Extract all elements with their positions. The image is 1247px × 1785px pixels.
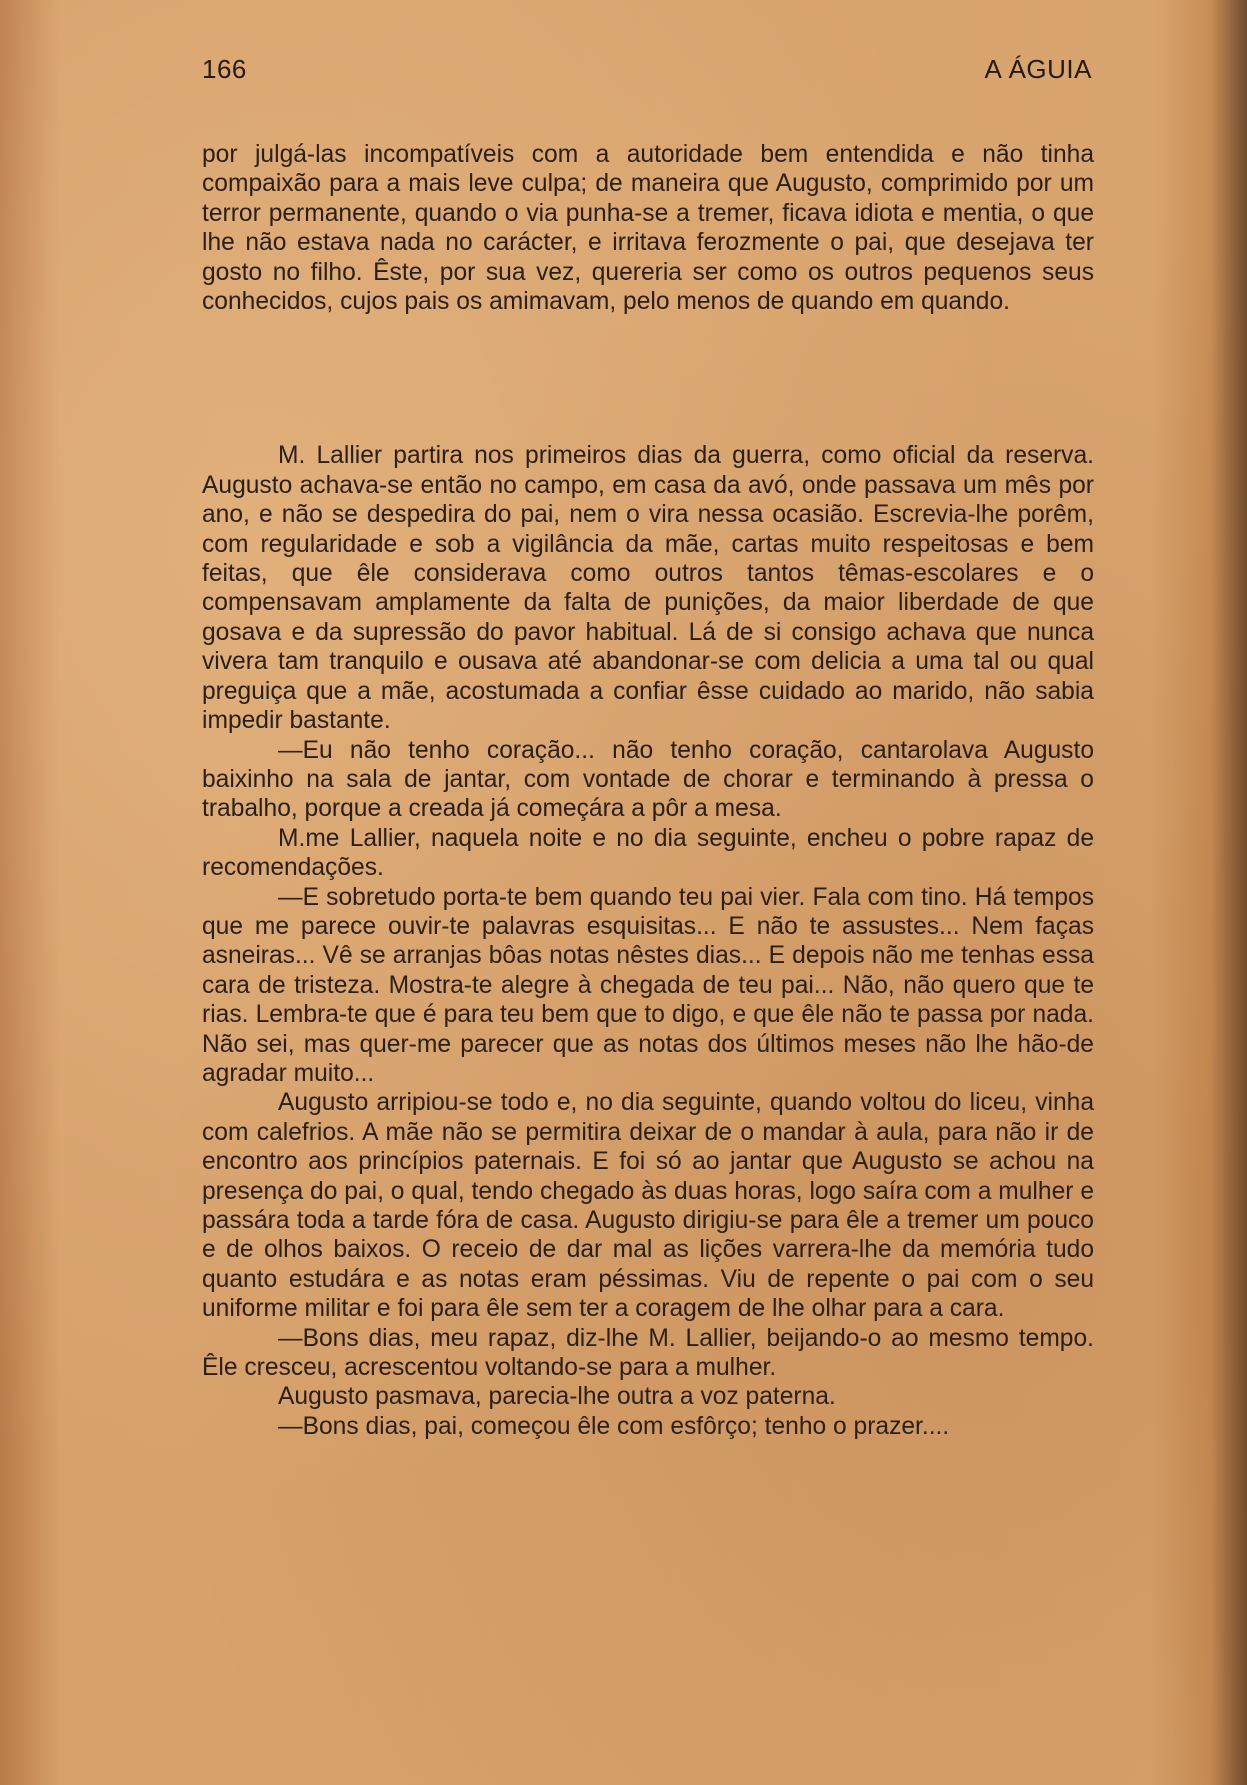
- paragraph: —E sobretudo porta-te bem quando teu pai vier. Fala com tino. Há tempos que me parece ouvir-te palavras esquisitas... E não te assustes... Nem faças asneiras... Vê se arranjas bôas notas nêstes dias... E depois não me tenhas essa cara de tristeza. Mostra-te alegre à chegada de teu pai... Não, não quero que te rias. Lembra-te que é para teu bem que to digo, e que êle não te passa por nada. Não sei, mas quer-me parecer que as notas dos últimos meses não lhe hão-de agradar muito...: [202, 883, 1094, 1087]
- page-body: [202, 140, 1094, 1441]
- paragraph: por julgá-las incompatíveis com a autoridade bem entendida e não tinha compaixão para a mais leve culpa; de maneira que Augusto, comprimido por um terror permanente, quando o via punha-se a tremer, ficava idiota e mentia, o que lhe não estava nada no carácter, e irritava ferozmente o pai, que desejava ter gosto no filho. Êste, por sua vez, quereria ser como os outros pequenos seus conhecidos, cujos pais os amimavam, pelo menos de quando em quando.: [202, 141, 1094, 316]
- paragraph: —Bons dias, pai, começou êle com esfôrço; tenho o prazer....: [278, 1412, 950, 1440]
- section-break: [202, 316, 1094, 441]
- page-header: [202, 54, 1092, 85]
- paragraph: Augusto pasmava, parecia-lhe outra a voz paterna.: [278, 1383, 836, 1411]
- paragraph: Augusto arripiou-se todo e, no dia seguinte, quando voltou do liceu, vinha com calefrios. A mãe não se permitira deixar de o mandar à aula, para não ir de encontro aos princípios paternais. E foi só ao jantar que Augusto se achou na presença do pai, o qual, tendo chegado às duas horas, logo saíra com a mulher e passára toda a tarde fóra de casa. Augusto dirigiu-se para êle a tremer um pouco e de olhos baixos. O receio de dar mal as lições varrera-lhe da memória tudo quanto estudára e as notas eram péssimas. Viu de repente o pai com o seu uniforme militar e foi para êle sem ter a coragem de lhe olhar para a cara.: [202, 1089, 1094, 1323]
- paragraph: M.me Lallier, naquela noite e no dia seguinte, encheu o pobre rapaz de recomendações.: [202, 824, 1094, 882]
- page-number: 166: [202, 54, 247, 84]
- paragraph: M. Lallier partira nos primeiros dias da guerra, como oficial da reserva. Augusto achava-se então no campo, em casa da avó, onde passava um mês por ano, e não se despedira do pai, nem o vira nessa ocasião. Escrevia-lhe porêm, com regularidade e sob a vigilância da mãe, cartas muito respeitosas e bem feitas, que êle considerava como outros tantos têmas-escolares e o compensavam amplamente da falta de punições, da maior liberdade de que gosava e da supressão do pavor habitual. Lá de si consigo achava que nunca vivera tam tranquilo e ousava até abandonar-se com delicia a uma tal ou qual preguiça que a mãe, acostumada a confiar êsse cuidado ao marido, não sabia impedir bastante.: [202, 442, 1094, 735]
- paragraph: —Eu não tenho coração... não tenho coração, cantarolava Augusto baixinho na sala de jantar, com vontade de chorar e terminando à pressa o trabalho, porque a creada já começára a pôr a mesa.: [202, 736, 1094, 823]
- running-title: A ÁGUIA: [984, 54, 1092, 84]
- paragraph: —Bons dias, meu rapaz, diz-lhe M. Lallier, beijando-o ao mesmo tempo. Êle cresceu, acrescentou voltando-se para a mulher.: [202, 1324, 1094, 1382]
